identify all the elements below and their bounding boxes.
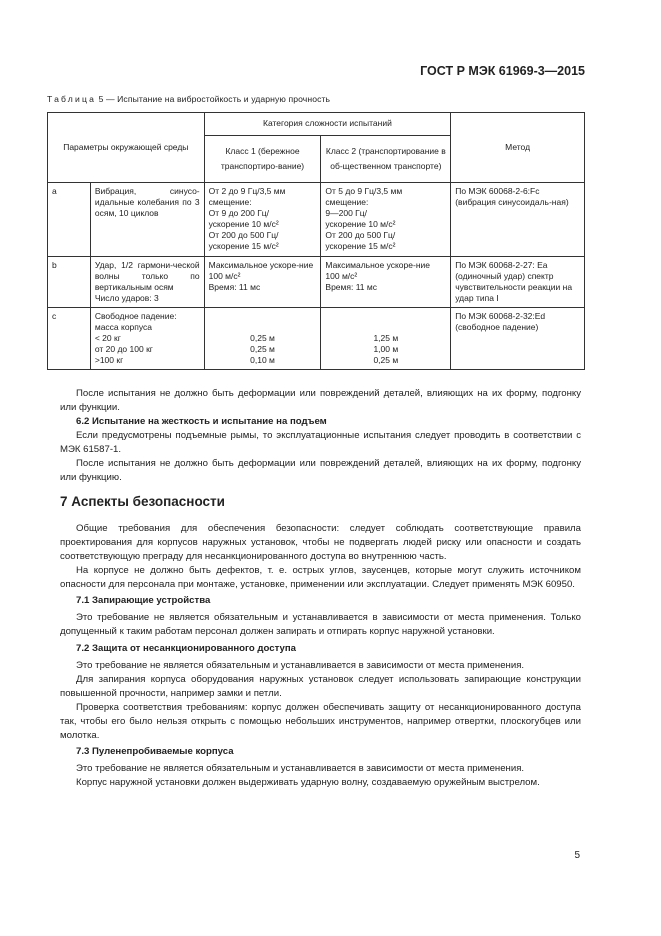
row-class2: 1,25 м 1,00 м 0,25 м — [321, 307, 451, 369]
paragraph: Если предусмотрены подъемные рымы, то эксплуатационные испытания следует проводить в соответствии с МЭК 61587-1. — [60, 430, 581, 455]
row-class1: Максимальное ускоре-ние 100 м/с² Время: 11 мс — [204, 256, 321, 307]
section-6-text — [60, 387, 581, 485]
table-caption-word: Таблица — [47, 94, 97, 104]
row-id: c — [48, 307, 91, 369]
paragraph: Для запирания корпуса оборудования наружных установок следует использовать запирающие конструкции повышенной прочности, например замки и петли. — [60, 674, 581, 699]
page-number: 5 — [574, 850, 580, 861]
row-class1: От 2 до 9 Гц/3,5 мм смещение: От 9 до 200 Гц/ ускорение 10 м/с² От 200 до 500 Гц/ ускорение 15 м/с² — [204, 183, 321, 257]
heading-7-1: 7.1 Запирающие устройства — [76, 595, 211, 606]
heading-7-2: 7.2 Защита от несанкционированного доступа — [76, 643, 296, 654]
table-caption — [47, 94, 330, 104]
row-param: Удар, 1/2 гармони-ческой волны только по вертикальным осям Число ударов: 3 — [90, 256, 204, 307]
paragraph: Корпус наружной установки должен выдерживать ударную волну, создаваемую оружейным выстрелом. — [76, 777, 540, 788]
header-params: Параметры окружающей среды — [48, 113, 205, 183]
table-row — [48, 183, 585, 257]
table-row — [48, 307, 585, 369]
row-param: Вибрация, синусо-идальные колебания по 3 осям, 10 циклов — [90, 183, 204, 257]
heading-7: 7 Аспекты безопасности — [60, 494, 225, 509]
header-method: Метод — [451, 113, 585, 183]
header-class1: Класс 1 (бережное транспортиро-вание) — [204, 136, 321, 183]
row-method: По МЭК 60068-2-27: Ea (одиночный удар) спектр чувствительности реакции на удар типа I — [451, 256, 585, 307]
row-method: По МЭК 60068-2-6:Fc (вибрация синусоидаль-ная) — [451, 183, 585, 257]
header-category: Категория сложности испытаний — [204, 113, 451, 136]
heading-6-2: 6.2 Испытание на жесткость и испытание на подъем — [76, 416, 327, 427]
row-class2: Максимальное ускоре-ние 100 м/с² Время: 11 мс — [321, 256, 451, 307]
paragraph: Общие требования для обеспечения безопасности: следует соблюдать соответствующие правила проектирования для корпусов наружных установок, чтобы не подвергать людей риску или опасности и создать соответствующую преграду для несанкционированного доступа во внутреннюю часть. — [60, 523, 581, 562]
paragraph: После испытания не должно быть деформации или повреждений деталей, влияющих на их форму, подгонку или функцию. — [60, 458, 581, 483]
paragraph: На корпусе не должно быть дефектов, т. е. острых углов, заусенцев, которые могут служить источником опасности для персонала при монтаже, установке, применении или эксплуатации. Следует применять МЭК 60950. — [60, 565, 581, 590]
row-param: Свободное падение: масса корпуса < 20 кг от 20 до 100 кг >100 кг — [90, 307, 204, 369]
table-row — [48, 256, 585, 307]
table-caption-text: 5 — Испытание на вибростойкость и ударную прочность — [98, 94, 331, 104]
document-header: ГОСТ Р МЭК 61969-3—2015 — [420, 64, 585, 78]
paragraph: После испытания не должно быть деформации или повреждений деталей, влияющих на их форму, подгонку или функции. — [60, 388, 581, 413]
paragraph: Это требование не является обязательным и устанавливается в зависимости от места применения. — [76, 660, 525, 671]
row-method: По МЭК 60068-2-32:Ed (свободное падение) — [451, 307, 585, 369]
row-id: a — [48, 183, 91, 257]
row-class2: От 5 до 9 Гц/3,5 мм смещение: 9—200 Гц/ ускорение 10 м/с² От 200 до 500 Гц/ ускорение 15 м/с² — [321, 183, 451, 257]
heading-7-3: 7.3 Пуленепробиваемые корпуса — [76, 746, 234, 757]
row-id: b — [48, 256, 91, 307]
paragraph: Проверка соответствия требованиям: корпус должен обеспечивать защиту от несанкционированного доступа так, чтобы его было нельзя открыть с помощью небольших инструментов, например отвертки, плоскогубцев или молотка. — [60, 702, 581, 741]
paragraph: Это требование не является обязательным и устанавливается в зависимости от места применения. — [76, 763, 525, 774]
row-class1: 0,25 м 0,25 м 0,10 м — [204, 307, 321, 369]
paragraph: Это требование не является обязательным и устанавливается в зависимости от места применения. Только допущенный к таким работам персонал должен запирать и отпирать корпус наружной установки. — [60, 612, 581, 637]
test-table — [47, 112, 585, 370]
header-class2: Класс 2 (транспортирование в об-щественном транспорте) — [321, 136, 451, 183]
section-7-text — [60, 522, 581, 790]
